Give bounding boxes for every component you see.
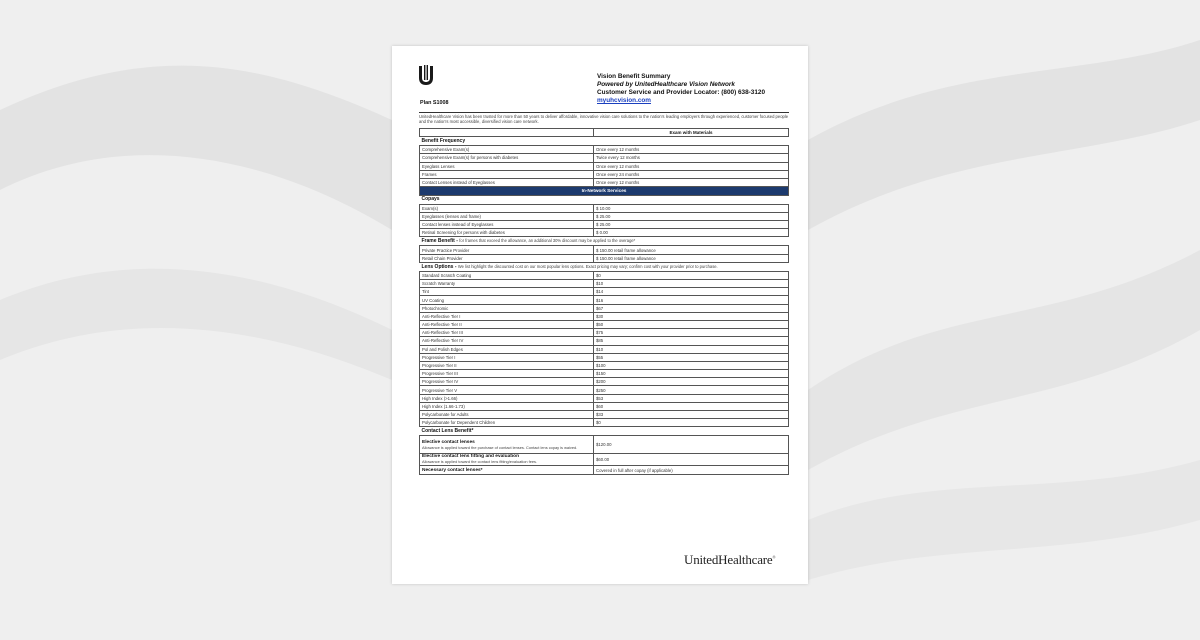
table-row [420, 337, 789, 345]
plan-number: Plan S1008 [420, 100, 449, 106]
row-label [420, 454, 594, 466]
row-value: $ 0.00 [594, 229, 789, 237]
section-title-text: Frame Benefit - [421, 238, 458, 245]
contact-lens-row [420, 436, 789, 454]
contact-lens-row [420, 454, 789, 466]
row-label: Progressive Tier V [420, 386, 594, 394]
row-label: Retinal Screening for persons with diabetes [420, 229, 594, 237]
row-label: Frames [420, 170, 594, 178]
column-header-blank [420, 129, 594, 137]
doc-title: Vision Benefit Summary [597, 73, 671, 80]
row-value: Covered in full after copay (if applicable) [594, 466, 789, 474]
section-title [420, 262, 789, 271]
section-note: for frames that exceed the allowance, an additional 30% discount may be applied to the overage* [459, 238, 636, 244]
row-value: $ 10.00 [594, 204, 789, 212]
row-label: Contact lenses instead of Eyeglasses [420, 221, 594, 229]
intro-paragraph: UnitedHealthcare Vision has been trusted for more than 50 years to deliver affordable, innovative vision care solutions to the nation's leading employers through experienced, customer focused people and the nation's most accessible, diversified vision care network. [419, 114, 789, 124]
row-value: $53 [594, 394, 789, 402]
table-row [420, 154, 789, 162]
table-row [420, 378, 789, 386]
row-value: $14 [594, 288, 789, 296]
in-network-title: In-Network Services [420, 187, 789, 196]
row-value: $ 150.00 retail frame allowance [594, 254, 789, 262]
table-row [420, 296, 789, 304]
uhc-logo-icon [418, 64, 434, 86]
table-row [420, 288, 789, 296]
benefit-table [419, 128, 789, 475]
row-value: $10 [594, 345, 789, 353]
row-value: $ 150.00 retail frame allowance [594, 246, 789, 254]
row-value: $75 [594, 329, 789, 337]
row-value: Once every 12 months [594, 178, 789, 186]
row-label: Comprehensive Exam(s) [420, 146, 594, 154]
column-header-row [420, 129, 789, 137]
row-value: $30 [594, 312, 789, 320]
row-label: Eyeglass Lenses [420, 162, 594, 170]
row-value: $60 [594, 402, 789, 410]
document-page [392, 46, 808, 584]
table-row [420, 361, 789, 369]
row-label: Scratch Warranty [420, 280, 594, 288]
table-row [420, 280, 789, 288]
customer-service-line: Customer Service and Provider Locator: (800) 638-3120 [597, 89, 766, 96]
row-label: High Index (1.66-1.73) [420, 402, 594, 410]
row-label [420, 466, 594, 474]
brand-logo: UnitedHealthcare® [684, 552, 776, 567]
row-value: $0 [594, 271, 789, 279]
table-row [420, 320, 789, 328]
contact-lens-label: Elective contact lenses [422, 439, 475, 445]
contact-lens-label: Necessary contact lenses* [422, 467, 483, 473]
table-row [420, 386, 789, 394]
row-value: Once every 12 months [594, 162, 789, 170]
section-header [420, 427, 789, 436]
row-label: Anti-Reflective Tier III [420, 329, 594, 337]
table-row [420, 246, 789, 254]
row-label: Tint [420, 288, 594, 296]
table-row [420, 329, 789, 337]
table-row [420, 204, 789, 212]
row-value: $100 [594, 361, 789, 369]
row-label: Polycarbonate for Adults [420, 411, 594, 419]
contact-lens-desc: Allowance is applied toward the contact lens fitting/evaluation fees. [422, 458, 538, 464]
row-value: $120.00 [594, 436, 789, 454]
document-header [597, 73, 765, 105]
table-row [420, 162, 789, 170]
section-title [420, 427, 789, 436]
row-value: Twice every 12 months [594, 154, 789, 162]
row-value: $60.00 [594, 454, 789, 466]
in-network-banner [420, 187, 789, 196]
table-row [420, 353, 789, 361]
row-value: Once every 24 months [594, 170, 789, 178]
row-label: Private Practice Provider [420, 246, 594, 254]
contact-lens-label: Elective contact lens fitting and evaluation [422, 454, 520, 460]
row-label: Anti-Reflective Tier II [420, 320, 594, 328]
row-label: Progressive Tier III [420, 370, 594, 378]
row-value: Once every 12 months [594, 146, 789, 154]
row-value: $50 [594, 320, 789, 328]
column-header: Exam with Materials [594, 129, 789, 137]
row-value: $85 [594, 337, 789, 345]
row-value: $33 [594, 411, 789, 419]
table-row [420, 312, 789, 320]
contact-lens-row [420, 466, 789, 474]
table-row [420, 221, 789, 229]
row-label [420, 436, 594, 454]
row-label: Anti-Reflective Tier I [420, 312, 594, 320]
row-value: $16 [594, 296, 789, 304]
row-value: $10 [594, 280, 789, 288]
row-label: Comprehensive Exam(s) for persons with diabetes [420, 154, 594, 162]
table-row [420, 212, 789, 220]
row-value: $150 [594, 370, 789, 378]
row-value: $0 [594, 419, 789, 427]
table-row [420, 146, 789, 154]
row-value: $250 [594, 386, 789, 394]
table-row [420, 402, 789, 410]
table-row [420, 411, 789, 419]
table-row [420, 254, 789, 262]
contact-lens-desc: Allowance is applied toward the purchase of contact lenses. Contact lens copay is waived. [422, 444, 578, 450]
row-label: UV Coating [420, 296, 594, 304]
table-row [420, 370, 789, 378]
row-label: Standard Scratch Coating [420, 271, 594, 279]
row-value: $ 25.00 [594, 212, 789, 220]
row-label: Retail Chain Provider [420, 254, 594, 262]
row-value: $67 [594, 304, 789, 312]
table-row [420, 229, 789, 237]
section-title [420, 137, 789, 146]
section-title [420, 195, 789, 204]
row-label: Contact Lenses instead of Eyeglasses [420, 178, 594, 186]
row-label: Anti-Reflective Tier IV [420, 337, 594, 345]
table-row [420, 178, 789, 186]
section-title-text: Lens Options - [421, 263, 457, 270]
row-value: $ 25.00 [594, 221, 789, 229]
website-link[interactable]: myuhcvision.com [597, 97, 651, 104]
section-title-text: Contact Lens Benefit* [421, 427, 474, 434]
section-header [420, 262, 789, 271]
section-title-text: Copays [421, 196, 440, 203]
section-title-text: Benefit Frequency [421, 137, 466, 144]
table-row [420, 271, 789, 279]
table-row [420, 304, 789, 312]
row-value: $55 [594, 353, 789, 361]
row-label: High Index (>1.66) [420, 394, 594, 402]
row-label: Pol and Polish Edges [420, 345, 594, 353]
row-label: Progressive Tier II [420, 361, 594, 369]
section-note: We list highlight the discounted cost on our most popular lens options. Exact pricing may vary; confirm cost with your provider prior to purchase. [457, 263, 718, 269]
section-title [420, 237, 789, 246]
table-row [420, 419, 789, 427]
table-row [420, 394, 789, 402]
row-label: Progressive Tier I [420, 353, 594, 361]
row-label: Exam(s) [420, 204, 594, 212]
doc-subtitle: Powered by UnitedHealthcare Vision Network [597, 81, 735, 88]
table-row [420, 345, 789, 353]
row-label: Photochromic [420, 304, 594, 312]
row-value: $200 [594, 378, 789, 386]
section-header [420, 195, 789, 204]
row-label: Progressive Tier IV [420, 378, 594, 386]
row-label: Eyeglasses (lenses and frame) [420, 212, 594, 220]
row-label: Polycarbonate for Dependent Children [420, 419, 594, 427]
table-row [420, 170, 789, 178]
section-header [420, 237, 789, 246]
section-header [420, 137, 789, 146]
